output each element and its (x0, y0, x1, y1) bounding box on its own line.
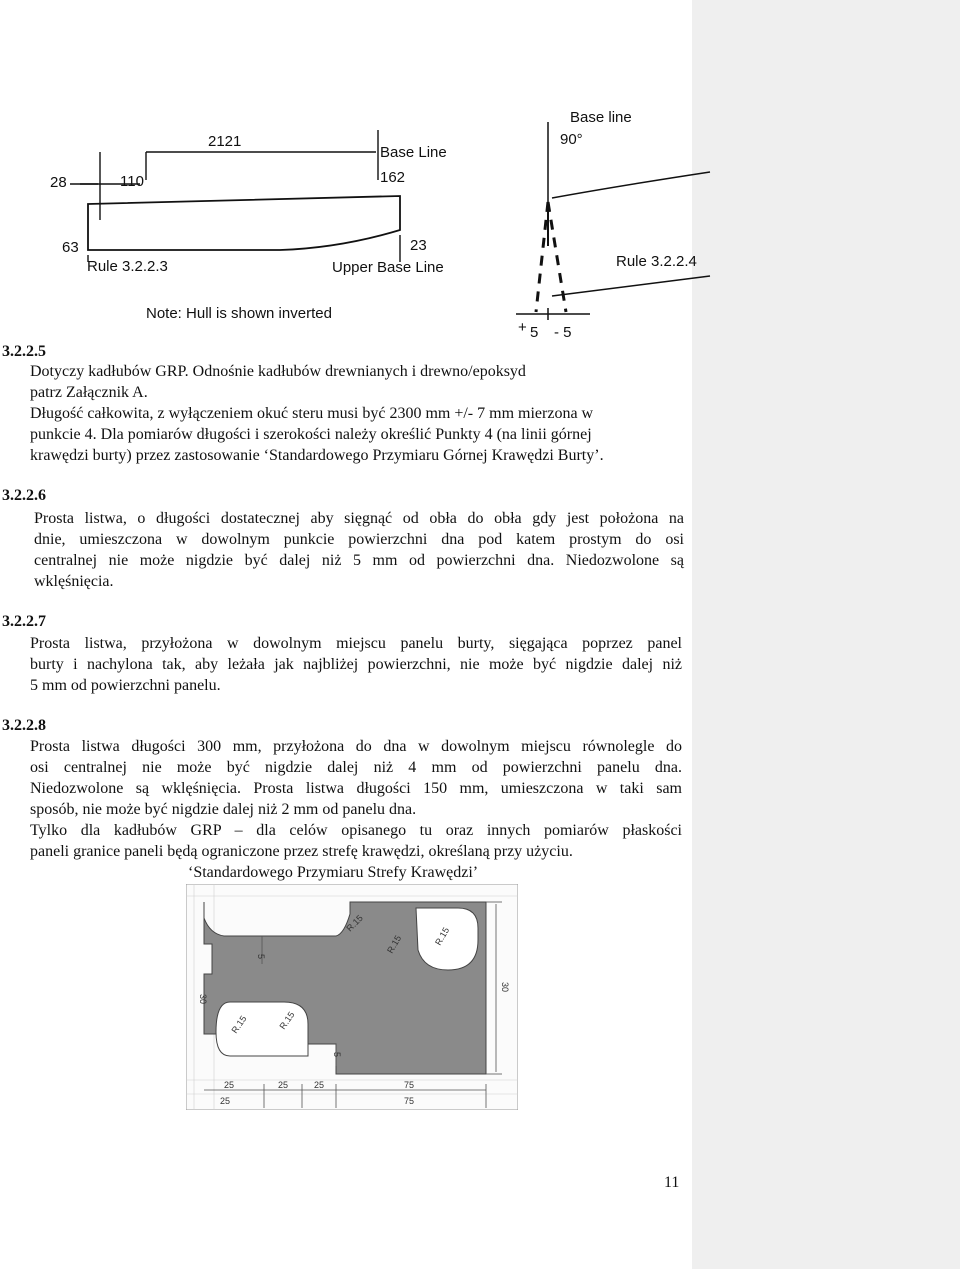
dim-23: 23 (410, 237, 427, 254)
side-margin-panel (692, 0, 960, 1269)
tolerance-plus-5: 5 (530, 324, 539, 341)
text-line: sposób, nie może być nigdzie dalej niż 2 mm od panelu dna. (30, 801, 417, 818)
section-3226-heading: 3.2.2.6 (2, 487, 46, 504)
text-line: dnie, umieszczona w dowolnym punkcie powierzchni dna pod katem prostym do osi (34, 531, 684, 548)
text-line: patrz Załącznik A. (30, 384, 148, 401)
edge-zone-gauge-diagram (186, 884, 518, 1110)
dimension-label: 25 (278, 1080, 289, 1090)
text-line: Tylko dla kadłubów GRP – dla celów opisanego tu oraz innych pomiarów płaskości (30, 822, 682, 839)
base-line-label: Base Line (380, 144, 447, 161)
dim-110: 110 (120, 173, 144, 190)
section-3225-heading: 3.2.2.5 (2, 343, 46, 360)
radius-label: R.15 (229, 1013, 249, 1036)
text-line: osi centralnej nie może być nigdzie dalej niż 4 mm od powierzchni panelu dna. (30, 759, 682, 776)
text-line: 5 mm od powierzchni panelu. (30, 677, 221, 694)
dim-63: 63 (62, 239, 79, 256)
dimension-label: 75 (404, 1096, 415, 1106)
radius-label: R.15 (433, 925, 452, 947)
section-3227-body (30, 633, 682, 696)
text-line: burty i nachylona tak, aby leżała jak najbliżej powierzchni, nie może być nigdzie dalej niż (30, 656, 682, 673)
dim-28: 28 (50, 174, 67, 191)
dimension-label: 75 (404, 1080, 415, 1090)
section-3225-body (30, 361, 690, 466)
text-line: centralnej nie może nigdzie być dalej niż 5 mm od powierzchni dna. Niedozwolone są (34, 552, 684, 569)
radius-label: R.15 (344, 912, 365, 934)
dimension-label: 5 (332, 1052, 342, 1058)
dimension-label: 25 (220, 1096, 231, 1106)
text-line: paneli granice paneli będą ograniczone przez strefę krawędzi, określaną przy użyciu. (30, 843, 573, 860)
dimension-label: 30 (500, 982, 510, 993)
text-line: punkcie 4. Dla pomiarów długości i szerokości należy określić Punkty 4 (na linii górnej (30, 426, 592, 443)
text-line: Długość całkowita, z wyłączeniem okuć steru musi być 2300 mm +/- 7 mm mierzona w (30, 405, 594, 422)
text-line: krawędzi burty) przez zastosowanie ‘Standardowego Przymiaru Górnej Krawędzi Burty’. (30, 447, 604, 464)
text-line: Prosta listwa długości 300 mm, przyłożona do dna w dowolnym miejscu równolegle do (30, 738, 682, 755)
section-3228-heading: 3.2.2.8 (2, 717, 46, 734)
text-line: Niedozwolone są wklęśnięcia. Prosta listwa długości 150 mm, umieszczona w taki sam (30, 780, 682, 797)
dimension-label: 30 (198, 994, 208, 1005)
dim-162: 162 (380, 169, 406, 186)
text-line: Prosta listwa, przyłożona w dowolnym miejscu panelu burty, sięgająca poprzez panel (30, 635, 682, 652)
rule-3223-label: Rule 3.2.2.3 (87, 258, 168, 275)
dim-2121: 2121 (208, 133, 242, 150)
angle-90-label: 90° (560, 131, 583, 148)
base-line-label: Base line (570, 109, 632, 126)
text-line: wklęśnięcia. (34, 573, 114, 590)
dimension-label: 5 (256, 954, 266, 960)
upper-base-line-label: Upper Base Line (332, 259, 444, 276)
page-number: 11 (664, 1174, 680, 1191)
text-line: Prosta listwa, o długości dostatecznej aby sięgnąć od obła do obła gdy jest położona na (34, 510, 684, 527)
hull-length-diagram (40, 120, 480, 330)
dimension-label: 25 (314, 1080, 325, 1090)
dimension-label: 25 (224, 1080, 235, 1090)
section-3228-body (30, 736, 682, 883)
base-line-angle-diagram (508, 106, 712, 342)
rule-3224-label: Rule 3.2.2.4 (616, 253, 697, 270)
hull-inverted-note: Note: Hull is shown inverted (146, 305, 332, 322)
section-3226-body (34, 508, 684, 592)
radius-label: R.15 (277, 1009, 297, 1032)
tolerance-minus-5: - 5 (554, 324, 572, 341)
plus-sign: + (518, 319, 527, 336)
text-line: Dotyczy kadłubów GRP. Odnośnie kadłubów drewnianych i drewno/epoksyd (30, 363, 526, 380)
radius-label: R.15 (385, 933, 404, 955)
section-3227-heading: 3.2.2.7 (2, 613, 46, 630)
text-line: ‘Standardowego Przymiaru Strefy Krawędzi’ (188, 864, 479, 881)
